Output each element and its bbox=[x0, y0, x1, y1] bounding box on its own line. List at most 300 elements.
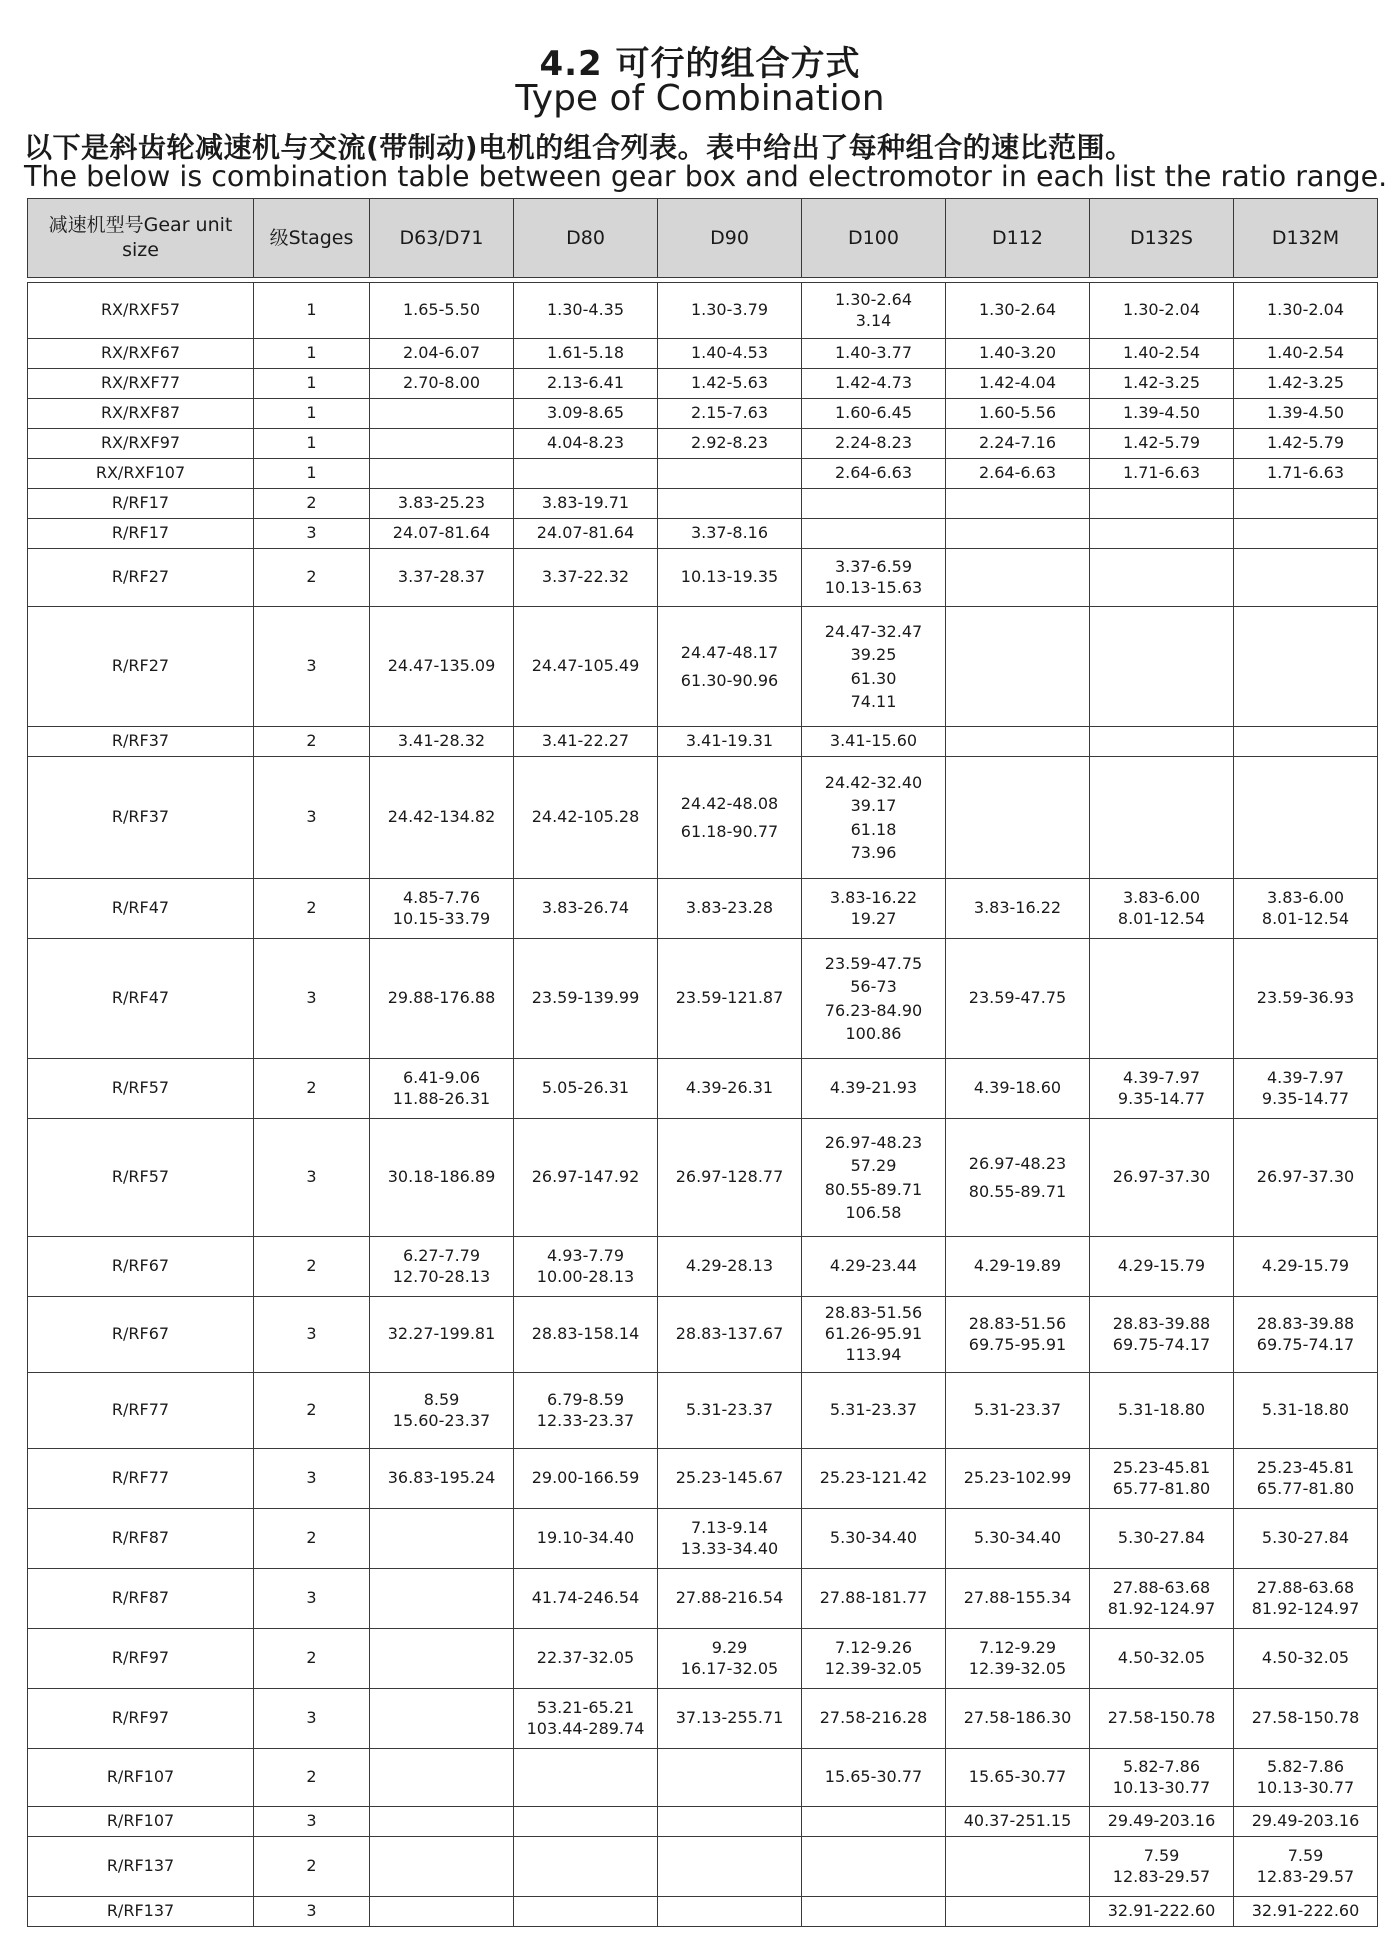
cell-d90 bbox=[658, 1059, 802, 1119]
cell-stages bbox=[254, 1689, 370, 1749]
cell-value: 57.29 bbox=[850, 1156, 897, 1176]
header-d80 bbox=[514, 199, 658, 278]
cell-d80 bbox=[514, 1689, 658, 1749]
cell-value: RX/RXF87 bbox=[100, 403, 181, 423]
table-row bbox=[28, 1749, 1378, 1807]
cell-d132m bbox=[1234, 369, 1378, 399]
cell-value: 30.18-186.89 bbox=[387, 1167, 496, 1187]
cell-value: 24.07-81.64 bbox=[536, 523, 635, 543]
cell-value: 3.37-6.59 bbox=[834, 556, 913, 576]
cell-d132s bbox=[1090, 399, 1234, 429]
cell-value: 6.27-7.79 bbox=[402, 1245, 481, 1265]
table-row bbox=[28, 1897, 1378, 1927]
table-row bbox=[28, 1297, 1378, 1373]
cell-d63-d71 bbox=[370, 757, 514, 879]
cell-value: 2 bbox=[306, 1256, 317, 1276]
cell-value: 27.88-155.34 bbox=[963, 1588, 1072, 1608]
cell-d80 bbox=[514, 429, 658, 459]
cell-value: 1.30-2.04 bbox=[1266, 300, 1345, 320]
cell-stages bbox=[254, 1449, 370, 1509]
cell-gear-unit-size bbox=[28, 1749, 254, 1807]
cell-value: 4.29-19.89 bbox=[973, 1256, 1062, 1276]
table-row bbox=[28, 879, 1378, 939]
cell-value: 4.93-7.79 bbox=[546, 1245, 625, 1265]
cell-value: 1.40-2.54 bbox=[1122, 343, 1201, 363]
cell-value: 10.13-15.63 bbox=[824, 577, 923, 597]
cell-d100 bbox=[802, 519, 946, 549]
cell-d80 bbox=[514, 1749, 658, 1807]
cell-d80 bbox=[514, 399, 658, 429]
cell-d90 bbox=[658, 1509, 802, 1569]
cell-gear-unit-size bbox=[28, 1297, 254, 1373]
cell-value: 4.39-7.97 bbox=[1122, 1067, 1201, 1087]
cell-value: 65.77-81.80 bbox=[1256, 1478, 1355, 1498]
cell-value: 5.30-34.40 bbox=[973, 1528, 1062, 1548]
cell-d100 bbox=[802, 1569, 946, 1629]
cell-d63-d71 bbox=[370, 727, 514, 757]
cell-value: 15.65-30.77 bbox=[824, 1767, 923, 1787]
cell-value: 41.74-246.54 bbox=[531, 1588, 640, 1608]
cell-d63-d71 bbox=[370, 1629, 514, 1689]
cell-value: 5.31-23.37 bbox=[685, 1400, 774, 1420]
cell-value: 1.30-2.04 bbox=[1122, 300, 1201, 320]
cell-d132s bbox=[1090, 1569, 1234, 1629]
table-row bbox=[28, 1119, 1378, 1237]
table-row bbox=[28, 1373, 1378, 1449]
cell-d63-d71 bbox=[370, 549, 514, 607]
cell-value: 69.75-74.17 bbox=[1256, 1334, 1355, 1354]
cell-value: 39.17 bbox=[850, 796, 897, 816]
cell-value: 2.92-8.23 bbox=[690, 433, 769, 453]
cell-value: 5.05-26.31 bbox=[541, 1078, 630, 1098]
cell-value: 27.88-63.68 bbox=[1112, 1577, 1211, 1597]
cell-value: 29.49-203.16 bbox=[1107, 1811, 1216, 1831]
intro-text-cn: 以下是斜齿轮减速机与交流(带制动)电机的组合列表。表中给出了每种组合的速比范围。 bbox=[24, 131, 1134, 164]
cell-value: 27.58-186.30 bbox=[963, 1708, 1072, 1728]
cell-value: 3.37-22.32 bbox=[541, 567, 630, 587]
cell-value: 2 bbox=[306, 1767, 317, 1787]
cell-gear-unit-size bbox=[28, 489, 254, 519]
cell-d112 bbox=[946, 1689, 1090, 1749]
cell-d63-d71 bbox=[370, 1749, 514, 1807]
cell-value: RX/RXF77 bbox=[100, 373, 181, 393]
cell-value: 4.04-8.23 bbox=[546, 433, 625, 453]
cell-d132s bbox=[1090, 459, 1234, 489]
cell-d80 bbox=[514, 1237, 658, 1297]
cell-value: 7.59 bbox=[1143, 1845, 1180, 1865]
cell-value: 3 bbox=[306, 807, 317, 827]
cell-d63-d71 bbox=[370, 1569, 514, 1629]
cell-value: 8.59 bbox=[423, 1389, 460, 1409]
table-row bbox=[28, 1059, 1378, 1119]
cell-d112 bbox=[946, 757, 1090, 879]
cell-stages bbox=[254, 1297, 370, 1373]
cell-value: 3.83-23.28 bbox=[685, 898, 774, 918]
cell-d63-d71 bbox=[370, 1807, 514, 1837]
cell-value: RX/RXF67 bbox=[100, 343, 181, 363]
cell-value: R/RF87 bbox=[111, 1528, 170, 1548]
cell-value: 3.83-25.23 bbox=[397, 493, 486, 513]
cell-d112 bbox=[946, 429, 1090, 459]
header-label: D100 bbox=[848, 226, 899, 249]
cell-value: 61.26-95.91 bbox=[824, 1324, 923, 1344]
cell-d132m bbox=[1234, 283, 1378, 339]
cell-value: 26.97-128.77 bbox=[675, 1167, 784, 1187]
cell-value: R/RF97 bbox=[111, 1648, 170, 1668]
cell-d63-d71 bbox=[370, 607, 514, 727]
cell-value: 56-73 bbox=[850, 977, 897, 997]
cell-d90 bbox=[658, 879, 802, 939]
cell-value: 1 bbox=[306, 300, 317, 320]
cell-d112 bbox=[946, 727, 1090, 757]
header-d132s bbox=[1090, 199, 1234, 278]
cell-value: 6.79-8.59 bbox=[546, 1389, 625, 1409]
cell-d112 bbox=[946, 939, 1090, 1059]
cell-d132m bbox=[1234, 607, 1378, 727]
cell-stages bbox=[254, 399, 370, 429]
cell-value: 27.88-216.54 bbox=[675, 1588, 784, 1608]
cell-d132m bbox=[1234, 727, 1378, 757]
cell-value: 24.07-81.64 bbox=[392, 523, 491, 543]
cell-value: 1.42-4.04 bbox=[978, 373, 1057, 393]
cell-value: R/RF67 bbox=[111, 1324, 170, 1344]
cell-value: 76.23-84.90 bbox=[824, 1000, 923, 1020]
cell-value: R/RF27 bbox=[111, 656, 170, 676]
cell-d100 bbox=[802, 339, 946, 369]
cell-d90 bbox=[658, 1569, 802, 1629]
cell-value: 61.30-90.96 bbox=[680, 670, 779, 690]
cell-d132s bbox=[1090, 369, 1234, 399]
cell-d132s bbox=[1090, 757, 1234, 879]
cell-value: R/RF37 bbox=[111, 731, 170, 751]
cell-d63-d71 bbox=[370, 1897, 514, 1927]
cell-value: 1.30-4.35 bbox=[546, 300, 625, 320]
cell-d112 bbox=[946, 1119, 1090, 1237]
cell-value: 39.25 bbox=[850, 645, 897, 665]
cell-value: 25.23-45.81 bbox=[1256, 1457, 1355, 1477]
cell-d112 bbox=[946, 1629, 1090, 1689]
cell-d112 bbox=[946, 607, 1090, 727]
cell-value: 27.88-181.77 bbox=[819, 1588, 928, 1608]
cell-value: 12.33-23.37 bbox=[536, 1410, 635, 1430]
cell-d132s bbox=[1090, 727, 1234, 757]
cell-d90 bbox=[658, 757, 802, 879]
cell-value: 1.42-5.79 bbox=[1122, 433, 1201, 453]
cell-value: 3 bbox=[306, 1468, 317, 1488]
cell-value: 3.83-16.22 bbox=[973, 898, 1062, 918]
cell-d132s bbox=[1090, 1837, 1234, 1897]
cell-d100 bbox=[802, 399, 946, 429]
cell-value: 29.88-176.88 bbox=[387, 988, 496, 1008]
header-label: Gear unit size bbox=[122, 214, 233, 261]
cell-d100 bbox=[802, 607, 946, 727]
cell-d100 bbox=[802, 369, 946, 399]
cell-stages bbox=[254, 1373, 370, 1449]
cell-d132s bbox=[1090, 879, 1234, 939]
cell-d100 bbox=[802, 1119, 946, 1237]
cell-stages bbox=[254, 1237, 370, 1297]
cell-d90 bbox=[658, 429, 802, 459]
cell-d63-d71 bbox=[370, 1237, 514, 1297]
cell-d63-d71 bbox=[370, 879, 514, 939]
cell-value: 40.37-251.15 bbox=[963, 1811, 1072, 1831]
cell-stages bbox=[254, 1509, 370, 1569]
cell-d63-d71 bbox=[370, 369, 514, 399]
cell-d132s bbox=[1090, 1297, 1234, 1373]
cell-value: 25.23-102.99 bbox=[963, 1468, 1072, 1488]
cell-gear-unit-size bbox=[28, 607, 254, 727]
cell-d132m bbox=[1234, 399, 1378, 429]
header-gear-unit-size bbox=[28, 199, 254, 278]
cell-stages bbox=[254, 879, 370, 939]
cell-value: 1 bbox=[306, 463, 317, 483]
section-title-cn: 4.2 可行的组合方式 bbox=[539, 44, 861, 84]
cell-value: 28.83-39.88 bbox=[1112, 1313, 1211, 1333]
cell-value: R/RF57 bbox=[111, 1167, 170, 1187]
cell-d90 bbox=[658, 1449, 802, 1509]
cell-value: 2.24-7.16 bbox=[978, 433, 1057, 453]
cell-stages bbox=[254, 369, 370, 399]
cell-d90 bbox=[658, 369, 802, 399]
cell-d90 bbox=[658, 727, 802, 757]
cell-value: 1.42-3.25 bbox=[1266, 373, 1345, 393]
cell-value: RX/RXF107 bbox=[95, 463, 186, 483]
cell-d80 bbox=[514, 879, 658, 939]
cell-value: 16.17-32.05 bbox=[680, 1658, 779, 1678]
cell-value: 10.13-30.77 bbox=[1256, 1777, 1355, 1797]
cell-gear-unit-size bbox=[28, 283, 254, 339]
cell-value: 2 bbox=[306, 1400, 317, 1420]
cell-value: 3 bbox=[306, 656, 317, 676]
cell-d80 bbox=[514, 1297, 658, 1373]
header-d132m bbox=[1234, 199, 1378, 278]
cell-d132s bbox=[1090, 1119, 1234, 1237]
cell-value: R/RF47 bbox=[111, 898, 170, 918]
cell-value: 1.71-6.63 bbox=[1266, 463, 1345, 483]
cell-value: 9.35-14.77 bbox=[1117, 1088, 1206, 1108]
cell-value: 5.31-18.80 bbox=[1261, 1400, 1350, 1420]
cell-d132m bbox=[1234, 1059, 1378, 1119]
cell-value: 3.83-6.00 bbox=[1122, 887, 1201, 907]
cell-d90 bbox=[658, 1629, 802, 1689]
cell-gear-unit-size bbox=[28, 1807, 254, 1837]
cell-value: 3.41-28.32 bbox=[397, 731, 486, 751]
cell-value: 2.13-6.41 bbox=[546, 373, 625, 393]
cell-d132m bbox=[1234, 339, 1378, 369]
cell-value: 3 bbox=[306, 988, 317, 1008]
cell-d112 bbox=[946, 489, 1090, 519]
cell-value: 2 bbox=[306, 493, 317, 513]
cell-d90 bbox=[658, 549, 802, 607]
cell-d100 bbox=[802, 1837, 946, 1897]
cell-gear-unit-size bbox=[28, 1059, 254, 1119]
cell-d80 bbox=[514, 489, 658, 519]
cell-d112 bbox=[946, 399, 1090, 429]
cell-value: 2 bbox=[306, 1528, 317, 1548]
cell-value: 26.97-37.30 bbox=[1112, 1167, 1211, 1187]
cell-value: 27.88-63.68 bbox=[1256, 1577, 1355, 1597]
section-title-en: Type of Combination bbox=[515, 78, 885, 119]
cell-value: 1 bbox=[306, 433, 317, 453]
cell-stages bbox=[254, 459, 370, 489]
header-label: D63 bbox=[399, 226, 439, 249]
cell-value: 1 bbox=[306, 373, 317, 393]
cell-gear-unit-size bbox=[28, 1569, 254, 1629]
cell-d132m bbox=[1234, 459, 1378, 489]
cell-d80 bbox=[514, 1807, 658, 1837]
cell-value: 3 bbox=[306, 1167, 317, 1187]
cell-value: 3.41-19.31 bbox=[685, 731, 774, 751]
cell-value: 81.92-124.97 bbox=[1251, 1598, 1360, 1618]
cell-d112 bbox=[946, 1837, 1090, 1897]
cell-value: 12.83-29.57 bbox=[1256, 1866, 1355, 1886]
cell-value: 4.29-15.79 bbox=[1117, 1256, 1206, 1276]
cell-d132s bbox=[1090, 1373, 1234, 1449]
cell-d63-d71 bbox=[370, 519, 514, 549]
cell-d100 bbox=[802, 879, 946, 939]
cell-d80 bbox=[514, 369, 658, 399]
cell-d90 bbox=[658, 339, 802, 369]
cell-value: RX/RXF57 bbox=[100, 300, 181, 320]
cell-value: 2.64-6.63 bbox=[978, 463, 1057, 483]
cell-value: 8.01-12.54 bbox=[1261, 908, 1350, 928]
cell-d63-d71 bbox=[370, 283, 514, 339]
cell-value: R/RF37 bbox=[111, 807, 170, 827]
cell-d90 bbox=[658, 1897, 802, 1927]
cell-value: 1.42-5.63 bbox=[690, 373, 769, 393]
cell-value: 61.18 bbox=[850, 819, 897, 839]
cell-d132s bbox=[1090, 489, 1234, 519]
cell-d132s bbox=[1090, 1807, 1234, 1837]
header-label: D132S bbox=[1130, 226, 1193, 249]
cell-d132m bbox=[1234, 1837, 1378, 1897]
cell-gear-unit-size bbox=[28, 1119, 254, 1237]
cell-d132s bbox=[1090, 1749, 1234, 1807]
cell-d132s bbox=[1090, 1237, 1234, 1297]
cell-value: 1 bbox=[306, 343, 317, 363]
cell-value: 3.37-8.16 bbox=[690, 523, 769, 543]
cell-d63-d71 bbox=[370, 459, 514, 489]
cell-value: 12.39-32.05 bbox=[968, 1658, 1067, 1678]
cell-value: 3.37-28.37 bbox=[397, 567, 486, 587]
cell-d63-d71 bbox=[370, 1689, 514, 1749]
header-label: D132M bbox=[1271, 226, 1340, 249]
cell-value: 15.60-23.37 bbox=[392, 1410, 491, 1430]
table-row bbox=[28, 1837, 1378, 1897]
cell-stages bbox=[254, 1837, 370, 1897]
cell-value: 15.65-30.77 bbox=[968, 1767, 1067, 1787]
cell-value: 5.82-7.86 bbox=[1266, 1756, 1345, 1776]
cell-value: R/RF47 bbox=[111, 988, 170, 1008]
cell-d90 bbox=[658, 1297, 802, 1373]
header-label: D80 bbox=[566, 226, 605, 249]
cell-value: 24.42-32.40 bbox=[824, 773, 923, 793]
cell-stages bbox=[254, 489, 370, 519]
cell-gear-unit-size bbox=[28, 879, 254, 939]
table-header-row bbox=[28, 199, 1378, 278]
cell-d90 bbox=[658, 489, 802, 519]
cell-stages bbox=[254, 607, 370, 727]
cell-d80 bbox=[514, 1059, 658, 1119]
cell-value: 23.59-139.99 bbox=[531, 988, 640, 1008]
cell-value: 19.10-34.40 bbox=[536, 1528, 635, 1548]
cell-value: 4.39-7.97 bbox=[1266, 1067, 1345, 1087]
cell-d100 bbox=[802, 283, 946, 339]
cell-value: 3 bbox=[306, 1811, 317, 1831]
table-row bbox=[28, 519, 1378, 549]
cell-d132s bbox=[1090, 1449, 1234, 1509]
cell-value: 4.39-18.60 bbox=[973, 1078, 1062, 1098]
cell-value: 2 bbox=[306, 1856, 317, 1876]
cell-value: 26.97-48.23 bbox=[968, 1154, 1067, 1174]
cell-d132m bbox=[1234, 1807, 1378, 1837]
cell-value: 10.13-30.77 bbox=[1112, 1777, 1211, 1797]
cell-d112 bbox=[946, 549, 1090, 607]
cell-d63-d71 bbox=[370, 1837, 514, 1897]
cell-d132m bbox=[1234, 519, 1378, 549]
cell-d132s bbox=[1090, 519, 1234, 549]
cell-value: 4.29-15.79 bbox=[1261, 1256, 1350, 1276]
cell-value: 7.59 bbox=[1287, 1845, 1324, 1865]
cell-value: 2 bbox=[306, 1648, 317, 1668]
cell-value: 5.30-27.84 bbox=[1261, 1528, 1350, 1548]
cell-d100 bbox=[802, 1749, 946, 1807]
table-row bbox=[28, 339, 1378, 369]
cell-value: 1.42-3.25 bbox=[1122, 373, 1201, 393]
cell-d90 bbox=[658, 459, 802, 489]
cell-value: 5.31-23.37 bbox=[973, 1400, 1062, 1420]
cell-stages bbox=[254, 1569, 370, 1629]
cell-value: 27.58-216.28 bbox=[819, 1708, 928, 1728]
cell-value: R/RF87 bbox=[111, 1588, 170, 1608]
cell-value: 1.40-3.20 bbox=[978, 343, 1057, 363]
cell-value: 2 bbox=[306, 1078, 317, 1098]
cell-d80 bbox=[514, 607, 658, 727]
cell-d132s bbox=[1090, 339, 1234, 369]
cell-value: 23.59-47.75 bbox=[968, 988, 1067, 1008]
cell-value: 5.82-7.86 bbox=[1122, 1756, 1201, 1776]
cell-value: 2.70-8.00 bbox=[402, 373, 481, 393]
cell-value: 1.60-5.56 bbox=[978, 403, 1057, 423]
cell-value: 4.85-7.76 bbox=[402, 887, 481, 907]
cell-d63-d71 bbox=[370, 429, 514, 459]
cell-gear-unit-size bbox=[28, 1837, 254, 1897]
cell-d132s bbox=[1090, 549, 1234, 607]
header-d112 bbox=[946, 199, 1090, 278]
cell-d132s bbox=[1090, 1689, 1234, 1749]
cell-value: 1.39-4.50 bbox=[1266, 403, 1345, 423]
table-row bbox=[28, 1807, 1378, 1837]
cell-value: 69.75-95.91 bbox=[968, 1334, 1067, 1354]
cell-stages bbox=[254, 1629, 370, 1689]
cell-gear-unit-size bbox=[28, 727, 254, 757]
cell-value: 1.40-3.77 bbox=[834, 343, 913, 363]
cell-d132m bbox=[1234, 757, 1378, 879]
cell-d100 bbox=[802, 1807, 946, 1837]
table-row bbox=[28, 757, 1378, 879]
cell-value: 12.83-29.57 bbox=[1112, 1866, 1211, 1886]
cell-value: 3 bbox=[306, 1708, 317, 1728]
cell-stages bbox=[254, 339, 370, 369]
cell-value: 23.59-36.93 bbox=[1256, 988, 1355, 1008]
header-d90 bbox=[658, 199, 802, 278]
cell-d100 bbox=[802, 1629, 946, 1689]
cell-value: 100.86 bbox=[845, 1023, 902, 1043]
cell-value: 24.47-105.49 bbox=[531, 656, 640, 676]
cell-value: 1.30-2.64 bbox=[978, 300, 1057, 320]
cell-stages bbox=[254, 1059, 370, 1119]
cell-d132m bbox=[1234, 429, 1378, 459]
